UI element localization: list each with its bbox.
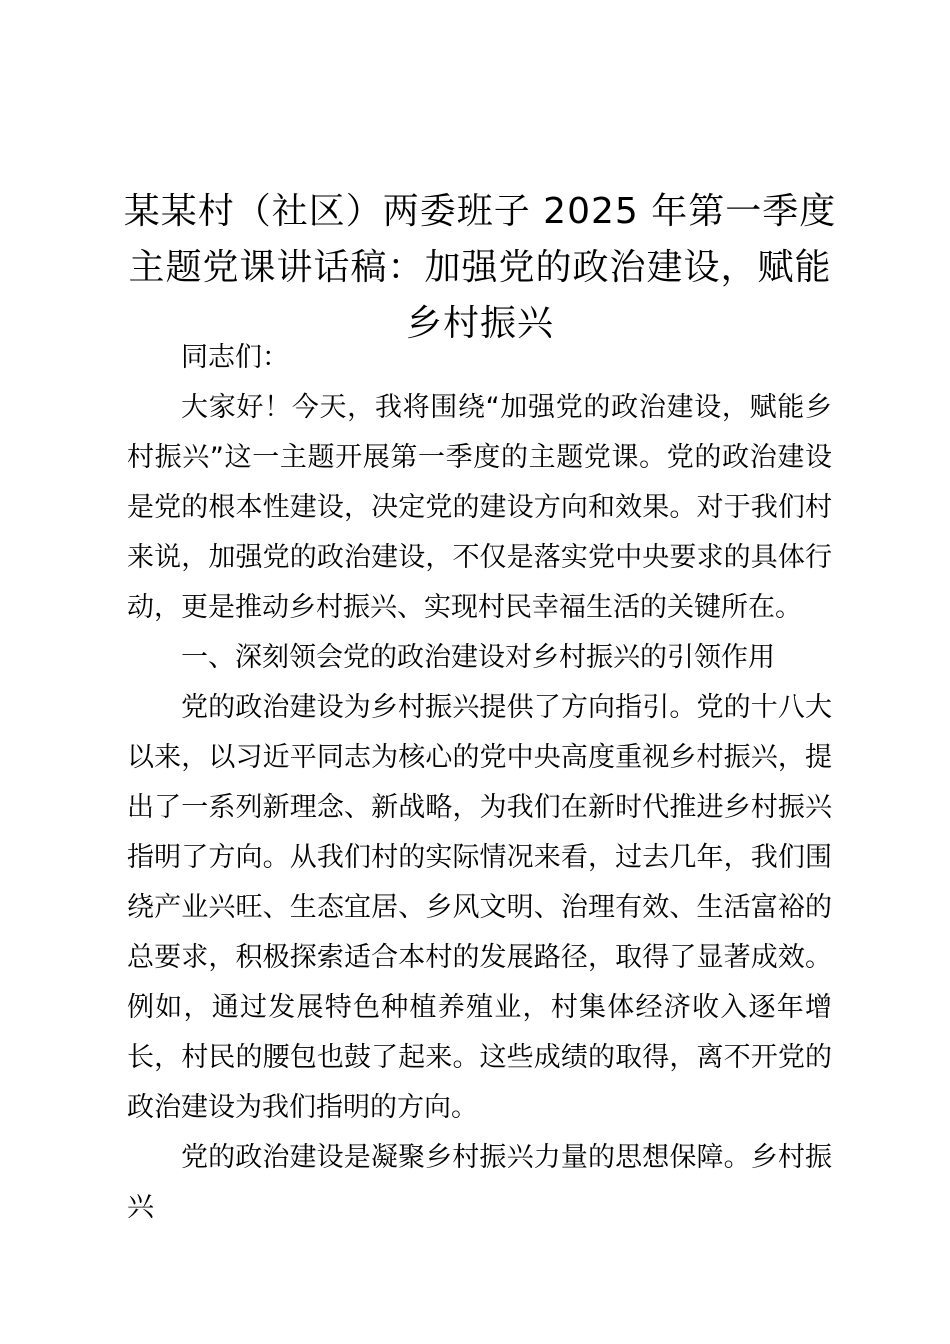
document-body: [127, 333, 832, 1233]
intro-paragraph: 大家好！今天，我将围绕“加强党的政治建设，赋能乡村振兴”这一主题开展第一季度的主题党课。党的政治建设是党的根本性建设，决定党的建设方向和效果。对于我们村来说，加强党的政治建设，不仅是落实党中央要求的具体行动，更是推动乡村振兴、实现村民幸福生活的关键所在。: [127, 392, 832, 623]
document-title: 某某村（社区）两委班子 2025 年第一季度主题党课讲话稿：加强党的政治建设，赋能乡村振兴: [123, 191, 837, 344]
body-paragraph: 党的政治建设为乡村振兴提供了方向指引。党的十八大以来，以习近平同志为核心的党中央高度重视乡村振兴，提出了一系列新理念、新战略，为我们在新时代推进乡村振兴指明了方向。从我们村的实际情况来看，过去几年，我们围绕产业兴旺、生态宜居、乡风文明、治理有效、生活富裕的总要求，积极探索适合本村的发展路径，取得了显著成效。例如，通过发展特色种植养殖业，村集体经济收入逐年增长，村民的腰包也鼓了起来。这些成绩的取得，离不开党的政治建设为我们指明的方向。: [127, 692, 832, 1123]
section-heading: 一、深刻领会党的政治建设对乡村振兴的引领作用: [181, 642, 775, 673]
salutation: 同志们：: [181, 342, 289, 373]
body-paragraph: 党的政治建设是凝聚乡村振兴力量的思想保障。乡村振兴: [127, 1142, 832, 1223]
